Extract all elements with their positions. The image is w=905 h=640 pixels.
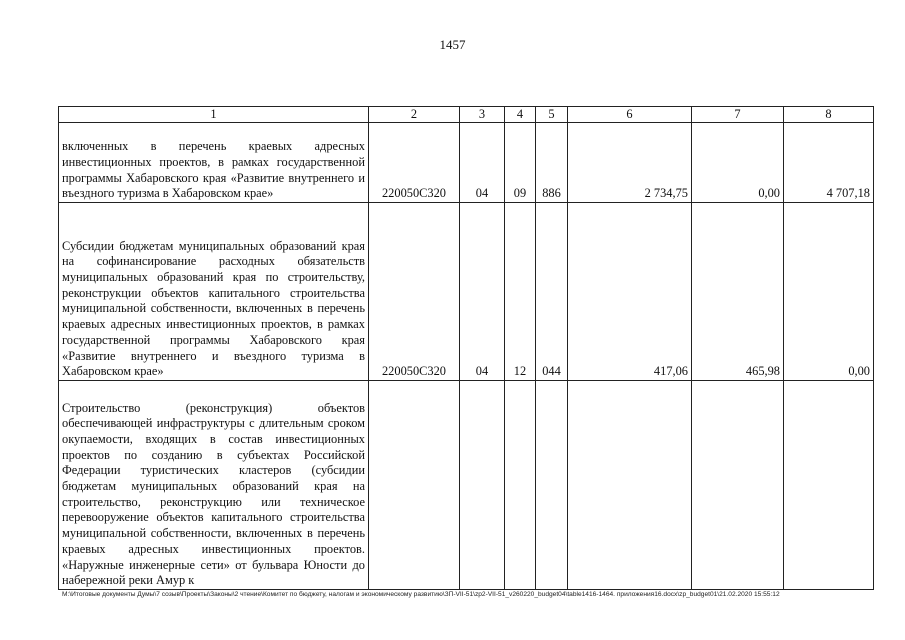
page-number: 1457 (439, 37, 466, 52)
expense-type-code: 886 (536, 123, 568, 203)
row-description: Строительство (реконструкция) объектов обеспечивающей инфраструктуры с длительным сроком окупаемости, входящих в состав инвестиционных проектов по созданию в субъектах Российской Федерации туристических кластеров (субсидии бюджетам муниципальных образований края на строительство, реконструкцию или техническое перевооружение объектов капитального строительства муниципальной собственности, включенных в перечень краевых адресных инвестиционных проектов. «Наружные инженерные сети» от бульвара Юности до набережной реки Амур к (59, 381, 369, 590)
subsection-code: 12 (505, 203, 536, 381)
table-row (59, 123, 874, 203)
expense-type-code: 044 (536, 203, 568, 381)
section-code (460, 381, 505, 590)
amount-col-7 (692, 381, 784, 590)
column-header: 3 (460, 107, 505, 123)
target-article-code: 220050C320 (369, 123, 460, 203)
column-header: 7 (692, 107, 784, 123)
column-header: 2 (369, 107, 460, 123)
amount-col-8: 0,00 (784, 203, 874, 381)
amount-col-6: 2 734,75 (568, 123, 692, 203)
table-row (59, 381, 874, 590)
column-header: 6 (568, 107, 692, 123)
amount-col-7: 0,00 (692, 123, 784, 203)
amount-col-8: 4 707,18 (784, 123, 874, 203)
target-article-code (369, 381, 460, 590)
column-header: 4 (505, 107, 536, 123)
column-header: 8 (784, 107, 874, 123)
section-code: 04 (460, 203, 505, 381)
amount-col-6 (568, 381, 692, 590)
row-description: включенных в перечень краевых адресных инвестиционных проектов, в рамках государственной программы Хабаровского края «Развитие внутреннего и въездного туризма в Хабаровском крае» (59, 123, 369, 203)
table-header-row (59, 107, 874, 123)
section-code: 04 (460, 123, 505, 203)
table-row (59, 203, 874, 381)
column-header: 1 (59, 107, 369, 123)
file-path-footer: M:\Итоговые документы Думы\7 созыв\Проекты\Законы\2 чтение\Комитет по бюджету, налогам и экономическому развитию\ЗП-VII-51\zp2-VII-51_v260220_budget04\table1416-1464. приложения16.docx\zp_budget01\21.02.2020 15:55:12 (62, 591, 780, 598)
budget-table (58, 106, 874, 590)
amount-col-7: 465,98 (692, 203, 784, 381)
target-article-code: 220050C320 (369, 203, 460, 381)
expense-type-code (536, 381, 568, 590)
row-description: Субсидии бюджетам муниципальных образований края на софинансирование расходных обязательств муниципальных образований края по строительству, реконструкции объектов капитального строительства муниципальной собственности, включенных в перечень краевых адресных инвестиционных проектов, в рамках государственной программы Хабаровского края «Развитие внутреннего и въездного туризма в Хабаровском крае» (59, 203, 369, 381)
subsection-code (505, 381, 536, 590)
subsection-code: 09 (505, 123, 536, 203)
amount-col-6: 417,06 (568, 203, 692, 381)
amount-col-8 (784, 381, 874, 590)
column-header: 5 (536, 107, 568, 123)
